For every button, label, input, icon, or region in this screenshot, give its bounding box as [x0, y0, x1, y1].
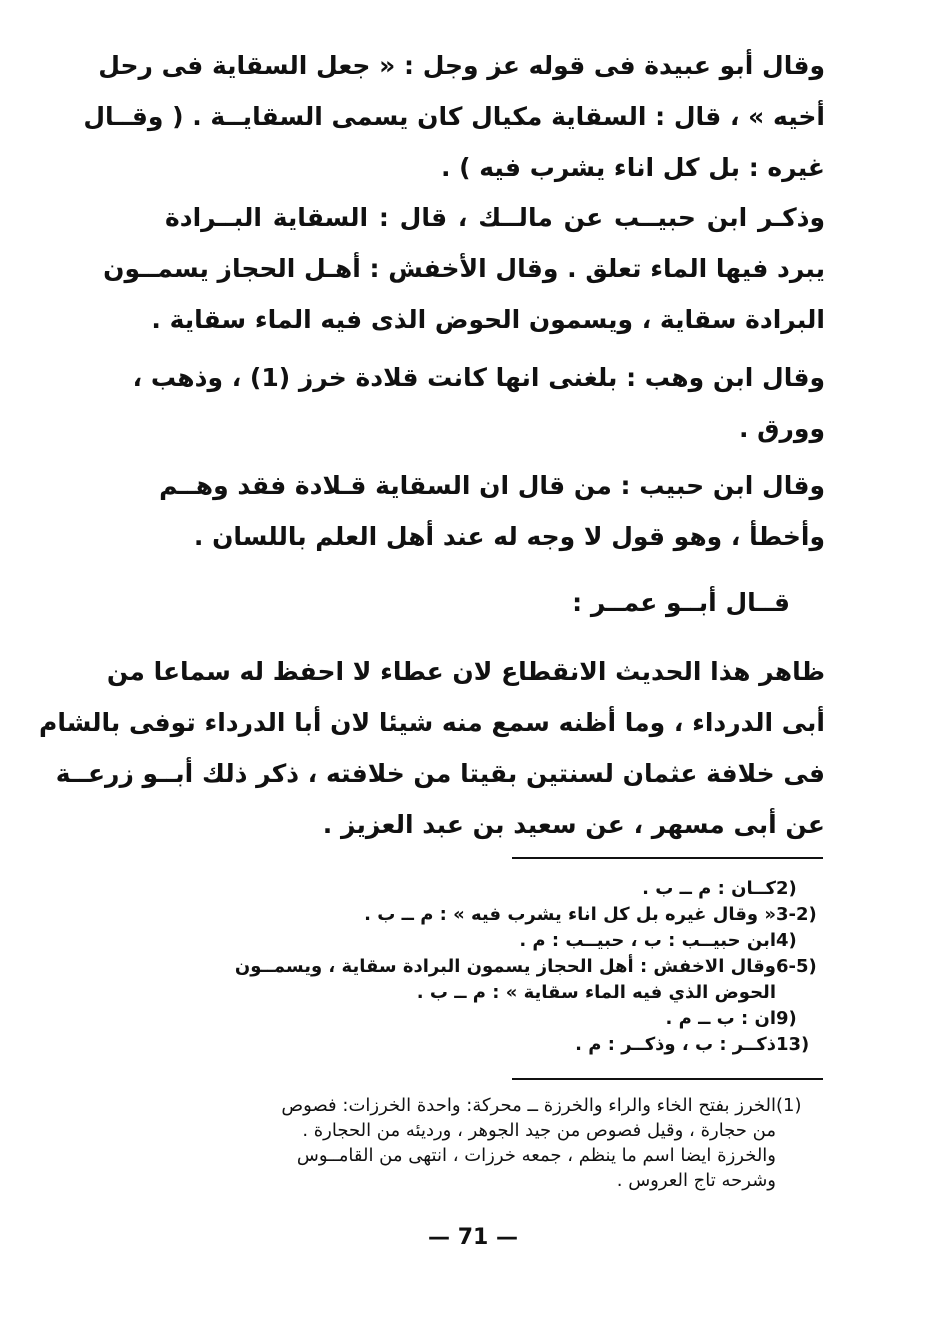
note-number: 9): [776, 1008, 797, 1029]
variant-note: [165, 876, 828, 902]
reference-text: من حجارة ، وقيل فصوص من جيد الجوهر ، ورديئه من الحجارة .: [302, 1120, 776, 1141]
variant-note: [165, 928, 828, 954]
text-line: غيره : بل كل اناء يشرب فيه ) .: [440, 153, 825, 182]
note-text: الحوض الذي فيه الماء سقاية » : م ــ ب .: [416, 982, 776, 1003]
text-line: وقال ابن وهب : بلغنى انها كانت قلادة خرز (1) ، وذهب ،: [132, 363, 825, 392]
note-number: 6-5): [776, 956, 817, 977]
variant-note: [165, 902, 828, 928]
note-number: 2): [776, 878, 797, 899]
text-line: يبرد فيها الماء تعلق . وقال الأخفش : أهـل الحجاز يسمــون: [103, 254, 825, 283]
reference-number: (1): [776, 1095, 802, 1116]
reference-text: وشرحه تاج العروس .: [616, 1170, 776, 1191]
text-line: وأخطأ ، وهو قول لا وجه له عند أهل العلم باللسان .: [193, 522, 825, 551]
paragraph-ibn-habib-refutation: [159, 460, 825, 562]
variant-note-continuation: [165, 980, 828, 1006]
text-line: أخيه » ، قال : السقاية مكيال كان يسمى السقايــة . ( وقــال: [83, 102, 825, 131]
note-number: 13): [776, 1034, 810, 1055]
note-text: كــان : م ــ ب .: [642, 878, 776, 899]
page-number: — 71 —: [428, 1225, 518, 1250]
note-number: 3-2): [776, 904, 817, 925]
section-heading: قــال أبــو عمــر :: [572, 588, 790, 617]
text-line: وذكـر ابن حبيــب عن مالــك ، قال : السقاية البــرادة: [165, 203, 825, 232]
text-line: أبى الدرداء ، وما أظنه سمع منه شيئا لان أبا الدرداء توفى بالشام: [39, 708, 825, 737]
variant-notes: [165, 876, 828, 1058]
footnote-divider: [512, 857, 823, 859]
reference-note: [165, 1093, 828, 1193]
note-text: « وقال غيره بل كل اناء يشرب فيه » : م ــ ب .: [364, 904, 776, 925]
note-number: 4): [776, 930, 797, 951]
paragraph-abu-ubayda: [83, 40, 825, 193]
paragraph-ibn-wahb: [132, 352, 825, 454]
text-line: عن أبى مسهر ، عن سعيد بن عبد العزيز .: [322, 810, 825, 839]
text-line: وورق .: [738, 414, 825, 443]
text-line: ظاهر هذا الحديث الانقطاع لان عطاء لا احفظ له سماعا من: [106, 657, 825, 686]
variant-note: [165, 954, 828, 980]
variant-note: [165, 1032, 828, 1058]
note-text: وقال الاخفش : أهل الحجاز يسمون البرادة سقاية ، ويسمــون: [234, 956, 776, 977]
text-line: وقال أبو عبيدة فى قوله عز وجل : « جعل السقاية فى رحل: [98, 51, 825, 80]
paragraph-commentary: [39, 646, 825, 850]
note-text: ابن حبيــب : ب ، حبيــب : م .: [519, 930, 776, 951]
reference-divider: [512, 1078, 823, 1080]
note-text: ان : ب ــ م .: [665, 1008, 776, 1029]
paragraph-ibn-habib-malik: [103, 192, 825, 345]
reference-text: والخرزة ايضا اسم ما ينظم ، جمعه خرزات ، انتهى من القامــوس: [296, 1145, 776, 1166]
text-line: فى خلافة عثمان لسنتين بقيتا من خلافته ، ذكر ذلك أبــو زرعــة: [55, 759, 825, 788]
variant-note: [165, 1006, 828, 1032]
reference-text: الخرز بفتح الخاء والراء والخرزة ــ محركة: واحدة الخرزات: فصوص: [281, 1095, 776, 1116]
note-text: ذكــر : ب ، وذكــر : م .: [575, 1034, 776, 1055]
text-line: البرادة سقاية ، ويسمون الحوض الذى فيه الماء سقاية .: [151, 305, 825, 334]
text-line: وقال ابن حبيب : من قال ان السقاية قـلادة فقد وهــم: [159, 471, 825, 500]
